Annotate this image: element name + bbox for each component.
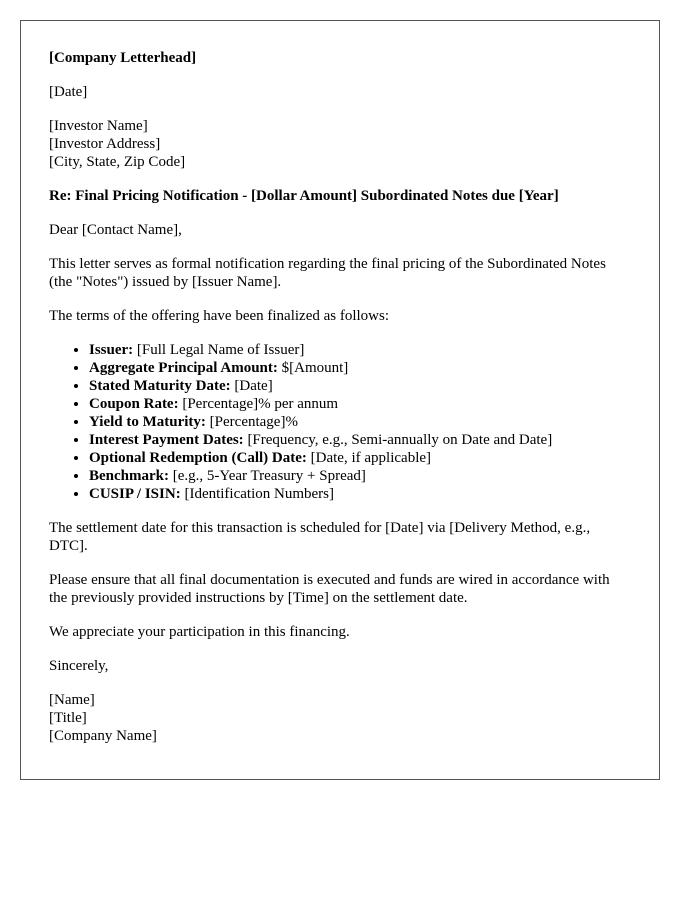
intro-paragraph: This letter serves as formal notification regarding the final pricing of the Subordinated Notes (the "Notes") issued by [Issuer Name]. [49,256,606,290]
term-item-maturity [89,377,631,395]
recipient-block [49,117,631,171]
term-value: [Frequency, e.g., Semi-annually on Date and Date] [243,432,553,448]
letter-date: [Date] [49,84,88,100]
terms-list [49,341,631,503]
term-label: Issuer: [89,342,134,358]
term-item-interest-dates [89,431,631,449]
term-label: Stated Maturity Date: [89,378,231,394]
term-value: [Date] [230,378,273,394]
closing: Sincerely, [49,658,109,674]
letter-document [20,20,660,780]
term-label: CUSIP / ISIN: [89,486,181,502]
term-value: [e.g., 5-Year Treasury + Spread] [169,468,366,484]
term-item-issuer [89,341,631,359]
term-value: [Full Legal Name of Issuer] [133,342,305,358]
salutation: Dear [Contact Name], [49,222,182,238]
signature-company: [Company Name] [49,728,157,744]
term-item-cusip [89,485,631,503]
term-label: Benchmark: [89,468,169,484]
term-item-redemption [89,449,631,467]
term-value: $[Amount] [277,360,349,376]
signature-title: [Title] [49,710,87,726]
term-label: Yield to Maturity: [89,414,206,430]
company-letterhead: [Company Letterhead] [49,50,197,66]
appreciation-paragraph: We appreciate your participation in this financing. [49,624,350,640]
term-value: [Identification Numbers] [180,486,334,502]
recipient-name: [Investor Name] [49,118,148,134]
term-item-benchmark [89,467,631,485]
settlement-paragraph: The settlement date for this transaction is scheduled for [Date] via [Delivery Method, e.g., DTC]. [49,520,591,554]
term-label: Aggregate Principal Amount: [89,360,278,376]
term-item-coupon [89,395,631,413]
term-value: [Date, if applicable] [306,450,432,466]
signature-name: [Name] [49,692,95,708]
signature-block [49,691,631,745]
term-value: [Percentage]% [205,414,298,430]
term-item-yield [89,413,631,431]
term-label: Optional Redemption (Call) Date: [89,450,307,466]
term-item-principal [89,359,631,377]
recipient-address: [Investor Address] [49,136,161,152]
terms-intro: The terms of the offering have been finalized as follows: [49,308,390,324]
term-label: Interest Payment Dates: [89,432,244,448]
term-label: Coupon Rate: [89,396,179,412]
term-value: [Percentage]% per annum [178,396,339,412]
subject-line: Re: Final Pricing Notification - [Dollar Amount] Subordinated Notes due [Year] [49,188,559,204]
recipient-city-state-zip: [City, State, Zip Code] [49,154,186,170]
documentation-paragraph: Please ensure that all final documentation is executed and funds are wired in accordance with the previously provided instructions by [Time] on the settlement date. [49,572,610,606]
